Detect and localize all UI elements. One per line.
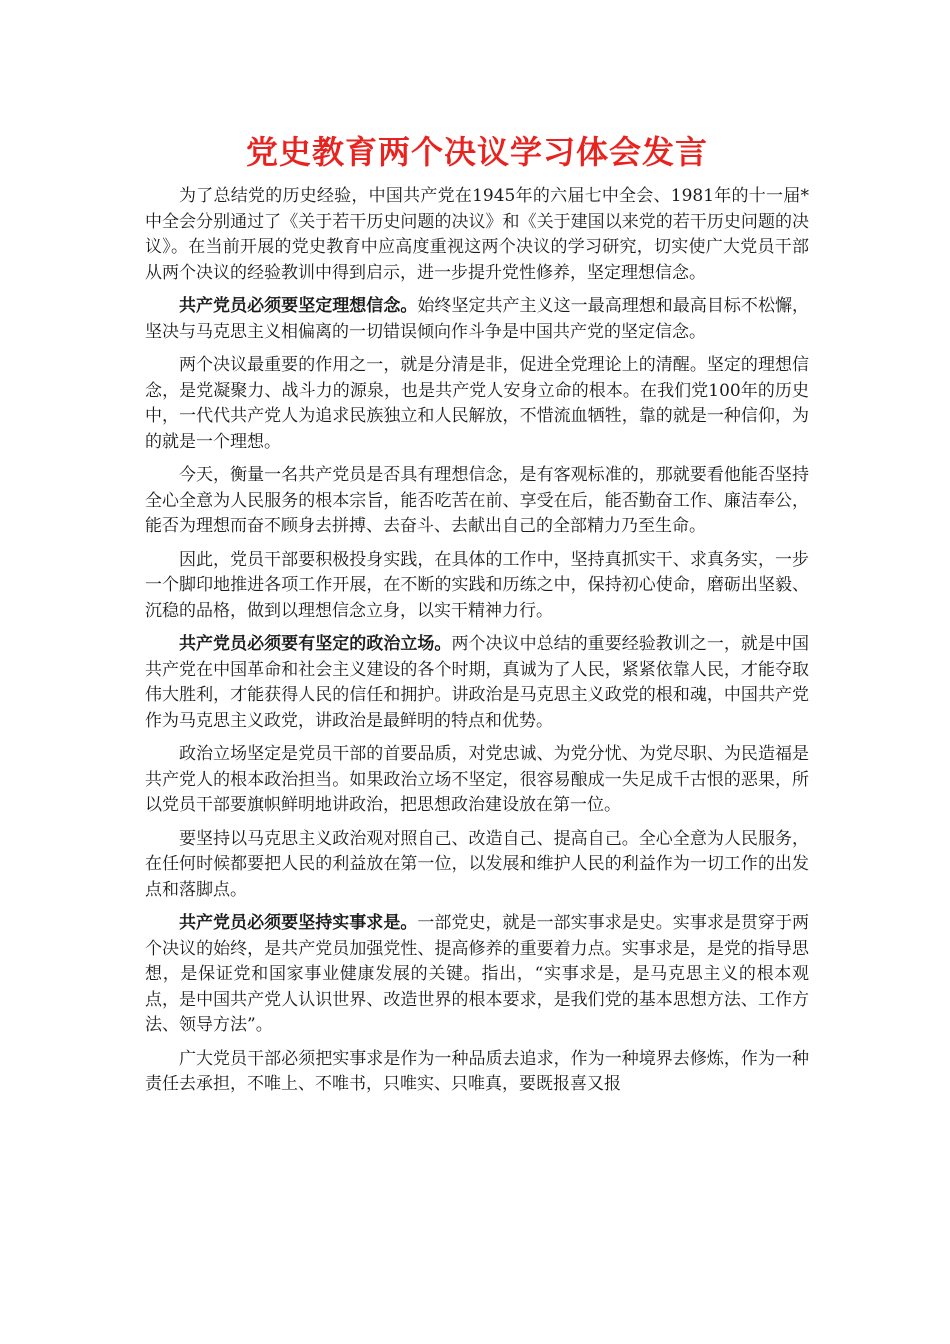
paragraph-text: 今天，衡量一名共产党员是否具有理想信念，是有客观标准的，那就要看他能否坚持全心全意为人民服务的根本宗旨，能否吃苦在前、享受在后，能否勤奋工作、廉洁奉公，能否为理想而奋不顾身去拼搏、去奋斗、去献出自己的全部精力乃至生命。 — [145, 465, 809, 536]
document-page — [145, 130, 809, 1106]
paragraph-body — [145, 742, 809, 819]
paragraph-text: 因此，党员干部要积极投身实践，在具体的工作中，坚持真抓实干、求真务实，一步一个脚印地推进各项工作开展，在不断的实践和历练之中，保持初心使命，磨砺出坚毅、沉稳的品格，做到以理想信念立身，以实干精神力行。 — [145, 549, 809, 621]
paragraph-political-stance — [145, 632, 809, 734]
section-heading-seek-truth: 共产党员必须要坚持实事求是。 — [179, 913, 418, 933]
paragraph-ideals — [145, 294, 809, 345]
paragraph-body — [145, 1047, 809, 1098]
paragraph-seek-truth — [145, 911, 809, 1039]
paragraph-body — [145, 548, 809, 625]
paragraph-body — [145, 463, 809, 540]
paragraph-intro — [145, 184, 809, 286]
paragraph-text: 广大党员干部必须把实事求是作为一种品质去追求，作为一种境界去修炼，作为一种责任去承担，不唯上、不唯书，只唯实、只唯真，要既报喜又报 — [145, 1048, 809, 1094]
paragraph-text: 政治立场坚定是党员干部的首要品质，对党忠诚、为党分忧、为党尽职、为民造福是共产党人的根本政治担当。如果政治立场不坚定，很容易酿成一失足成千古恨的恶果，所以党员干部要旗帜鲜明地讲政治，把思想政治建设放在第一位。 — [145, 744, 809, 815]
paragraph-text: 要坚持以马克思主义政治观对照自己、改造自己、提高自己。全心全意为人民服务，在任何时候都要把人民的利益放在第一位，以发展和维护人民的利益作为一切工作的出发点和落脚点。 — [145, 828, 809, 900]
paragraph-body — [145, 353, 809, 455]
paragraph-text: 始终坚定共产主义这一最高理想和最高目标不松懈，坚决与马克思主义相偏离的一切错误倾向作斗争是中国共产党的坚定信念。 — [145, 296, 810, 342]
document-title: 党史教育两个决议学习体会发言 — [245, 133, 708, 171]
paragraph-text: 一部党史，就是一部实事求是史。实事求是贯穿于两个决议的始终，是共产党员加强党性、提高修养的重要着力点。实事求是，是党的指导思想，是保证党和国家事业健康发展的关键。指出，“实事求是，是马克思主义的根本观点，是中国共产党人认识世界、改造世界的根本要求，是我们党的基本思想方法、工作方法、领导方法”。 — [145, 913, 810, 1035]
section-heading-ideals: 共产党员必须要坚定理想信念。 — [179, 296, 418, 316]
paragraph-text: 两个决议中总结的重要经验教训之一，就是中国共产党在中国革命和社会主义建设的各个时期，真诚为了人民，紧紧依靠人民，才能夺取伟大胜利，才能获得人民的信任和拥护。讲政治是马克思主义政党的根和魂，中国共产党作为马克思主义政党，讲政治是最鲜明的特点和优势。 — [145, 634, 810, 731]
paragraph-body — [145, 827, 809, 904]
section-heading-political-stance: 共产党员必须要有坚定的政治立场。 — [179, 634, 452, 654]
paragraph-text: 两个决议最重要的作用之一，就是分清是非，促进全党理论上的清醒。坚定的理想信念，是党凝聚力、战斗力的源泉，也是共产党人安身立命的根本。在我们党100年的历史中，一代代共产党人为追求民族独立和人民解放，不惜流血牺牲，靠的就是一种信仰，为的就是一个理想。 — [145, 355, 809, 452]
paragraph-text: 为了总结党的历史经验，中国共产党在1945年的六届七中全会、1981年的十一届*中全会分别通过了《关于若干历史问题的决议》和《关于建国以来党的若干历史问题的决议》。在当前开展的党史教育中应高度重视这两个决议的学习研究，切实使广大党员干部从两个决议的经验教训中得到启示，进一步提升党性修养，坚定理想信念。 — [145, 186, 809, 283]
